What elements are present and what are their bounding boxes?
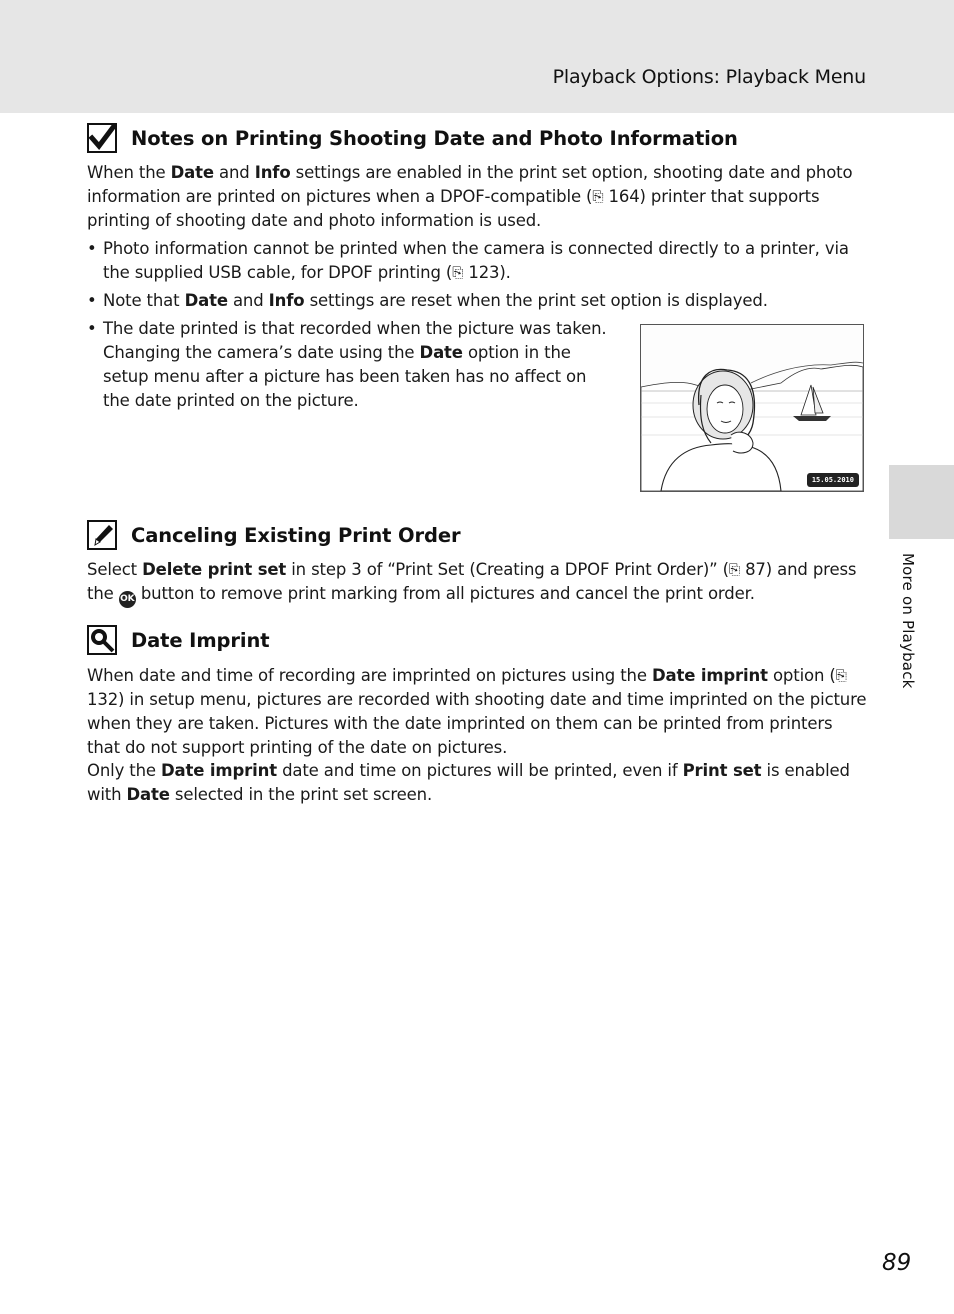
imprint-paragraph-1: When date and time of recording are imprinted on pictures using the Date imprint option (⎘ 132) in setup menu, pictures are recorded with shooting date and time imprinted on the picture when they are taken. Pictures with the date imprinted on them can be printed from printers that do not support printing of the date on pictures. [87,666,867,757]
cancel-section-heading [87,518,461,552]
chapter-tab [889,465,954,539]
header-band [0,0,954,113]
notes-bullet-3: • The date printed is that recorded when the picture was taken. Changing the camera’s date using the Date option in the setup menu after a picture has been taken has no affect on the date printed on the picture. [87,317,612,413]
page-header-title: Playback Options: Playback Menu [552,66,866,88]
book-reference-icon: ⎘ [452,265,464,281]
pencil-note-icon [87,520,117,550]
cancel-paragraph: Select Delete print set in step 3 of “Print Set (Creating a DPOF Print Order)” (⎘ 87) and press the OK button to remove print marking from all pictures and cancel the print order. [87,558,867,608]
notes-section-heading [87,121,738,155]
notes-bullet-2: • Note that Date and Info settings are reset when the print set option is displayed. [87,289,867,313]
notes-heading-text: Notes on Printing Shooting Date and Photo Information [131,126,738,150]
book-reference-icon: ⎘ [592,189,604,205]
book-reference-icon: ⎘ [835,668,847,684]
page-number: 89 [882,1250,912,1276]
photo-illustration [641,325,863,491]
notes-intro-paragraph: When the Date and Info settings are enabled in the print set option, shooting date and photo information are printed on pictures when a DPOF-compatible (⎘ 164) printer that supports printing of shooting date and photo information is used. [87,163,853,230]
imprint-heading-text: Date Imprint [131,628,270,652]
photo-date-stamp: 15.05.2010 [807,473,859,487]
imprint-paragraph-2: Only the Date imprint date and time on pictures will be printed, even if Print set is enabled with Date selected in the print set screen. [87,761,850,804]
sample-photo [640,324,864,492]
cancel-heading-text: Canceling Existing Print Order [131,523,461,547]
checkmark-note-icon [87,123,117,153]
magnifier-note-icon [87,625,117,655]
book-reference-icon: ⎘ [728,562,740,578]
chapter-tab-label: More on Playback [899,553,917,689]
ok-button-icon: OK [119,591,136,608]
imprint-section-heading [87,623,270,657]
notes-bullet-1: • Photo information cannot be printed when the camera is connected directly to a printer, via the supplied USB cable, for DPOF printing (⎘ 123). [87,237,867,285]
